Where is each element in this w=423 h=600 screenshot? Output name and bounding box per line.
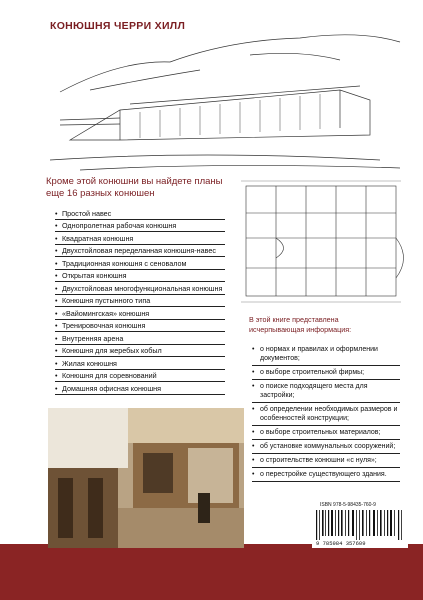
list-item: • Конюшня для соревнований <box>55 370 225 383</box>
list-item: • Домашняя офисная конюшня <box>55 382 225 395</box>
list-item: • Конюшня для жеребых кобыл <box>55 345 225 358</box>
list-item: • Жилая конюшня <box>55 357 225 370</box>
list-item: • об установке коммунальных сооружений; <box>252 440 400 454</box>
list-item: • о строительстве конюшни «с нуля»; <box>252 454 400 468</box>
info-heading: В этой книге представлена исчерпывающая информация: <box>249 315 352 334</box>
list-item: • Внутренняя арена <box>55 332 225 345</box>
list-item: • «Вайомингская» конюшня <box>55 307 225 320</box>
isbn-text: ISBN 978-5-98435-760-9 <box>320 502 376 508</box>
list-item: • Открытая конюшня <box>55 270 225 283</box>
list-item: • о перестройке существующего здания. <box>252 468 400 482</box>
barcode-number: 9 785984 357609 <box>316 540 366 547</box>
list-item: • Конюшня пустынного типа <box>55 295 225 308</box>
list-item: • о выборе строительных материалов; <box>252 426 400 440</box>
book-title: КОНЮШНЯ ЧЕРРИ ХИЛЛ <box>50 20 186 32</box>
list-item: • Тренировочная конюшня <box>55 320 225 333</box>
list-item: • Традиционная конюшня с сеновалом <box>55 257 225 270</box>
list-item: • Двухстойловая многофункциональная конюшня <box>55 282 225 295</box>
list-item: • об определении необходимых размеров и особенностей конструкции; <box>252 403 400 426</box>
list-item: • Простой навес <box>55 207 225 220</box>
barcode-bars <box>312 510 408 540</box>
list-item: • о выборе строительной фирмы; <box>252 366 400 380</box>
stable-types-list <box>55 207 225 395</box>
list-item: • о нормах и правилах и оформлении документов; <box>252 343 400 366</box>
topics-list <box>252 343 400 482</box>
floor-plan-diagram <box>236 178 416 308</box>
list-item: • Двухстойловая переделанная конюшня-навес <box>55 245 225 258</box>
intro-text: Кроме этой конюшни вы найдете планы еще 16 разных конюшен <box>46 176 223 199</box>
list-item: • Однопролетная рабочая конюшня <box>55 220 225 233</box>
list-item: • Квадратная конюшня <box>55 232 225 245</box>
stable-interior-photo <box>48 408 244 548</box>
list-item: • о поиске подходящего места для застройки; <box>252 380 400 403</box>
bottom-color-band <box>0 544 423 600</box>
